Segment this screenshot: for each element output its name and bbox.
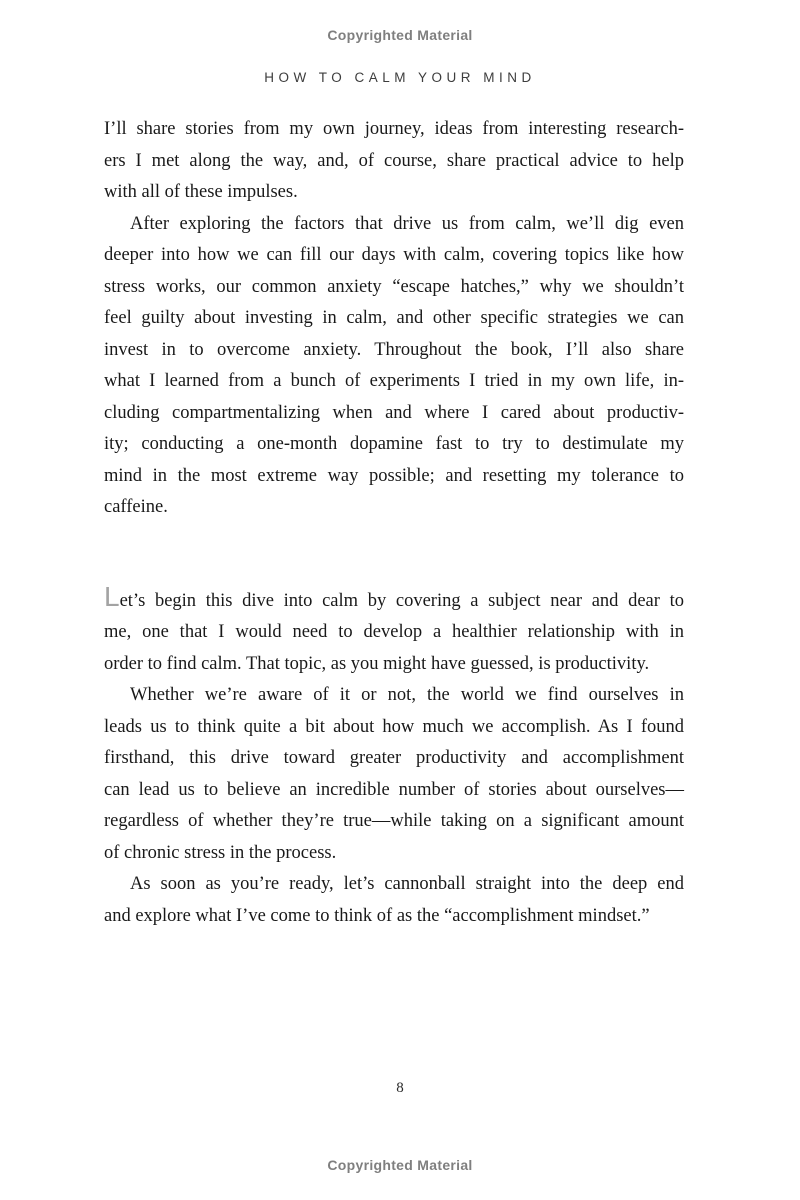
copyright-notice-bottom: Copyrighted Material [327,1157,473,1173]
text-line: ity; conducting a one-month dopamine fast to try to destimulate my [104,434,684,454]
text-line: ers I met along the way, and, of course, share practical advice to help [104,150,684,171]
running-header-title: HOW TO CALM YOUR MIND [264,70,536,85]
paragraph [104,869,684,932]
text-line: caffeine. [104,497,168,517]
text-line: deeper into how we can fill our days with calm, covering topics like how [104,245,684,265]
text-line: with all of these impulses. [104,182,298,202]
text-line: feel guilty about investing in calm, and other specific strategies we can [104,308,684,328]
text-line: cluding compartmentalizing when and where I cared about productiv- [104,402,684,423]
text-line: mind in the most extreme way possible; and resetting my tolerance to [104,465,684,486]
section-opener-letter: L [104,580,120,612]
text-line: firsthand, this drive toward greater productivity and accomplishment [104,748,684,768]
text-line: Let’s begin this dive into calm by covering a subject near and dear to [104,580,684,612]
text-line: leads us to think quite a bit about how much we accomplish. As I found [104,716,684,737]
text-line: stress works, our common anxiety “escape hatches,” why we shouldn’t [104,276,684,297]
text-line: I’ll share stories from my own journey, ideas from interesting research- [104,119,684,139]
text-line: of chronic stress in the process. [104,842,337,863]
paragraph [104,580,684,681]
text-line: regardless of whether they’re true—while taking on a significant amount [104,811,684,831]
text-block [104,114,684,932]
text-line: and explore what I’ve come to think of as the “accomplishment mindset.” [104,905,650,926]
paragraph [104,680,684,869]
text-line: order to find calm. That topic, as you might have guessed, is productivity. [104,653,650,674]
page-number: 8 [396,1080,404,1096]
text-line: Whether we’re aware of it or not, the world we find ourselves in [130,685,684,705]
text-line: can lead us to believe an incredible number of stories about ourselves— [104,779,684,800]
text-line: me, one that I would need to develop a healthier relationship with in [104,622,684,642]
paragraph [104,209,684,524]
text-line: invest in to overcome anxiety. Throughout the book, I’ll also share [104,339,684,360]
text-line: what I learned from a bunch of experiments I tried in my own life, in- [104,371,684,391]
paragraph [104,114,684,209]
text-line: As soon as you’re ready, let’s cannonball straight into the deep end [130,874,684,894]
copyright-notice-top: Copyrighted Material [327,27,473,43]
text-line: After exploring the factors that drive us from calm, we’ll dig even [130,213,684,234]
